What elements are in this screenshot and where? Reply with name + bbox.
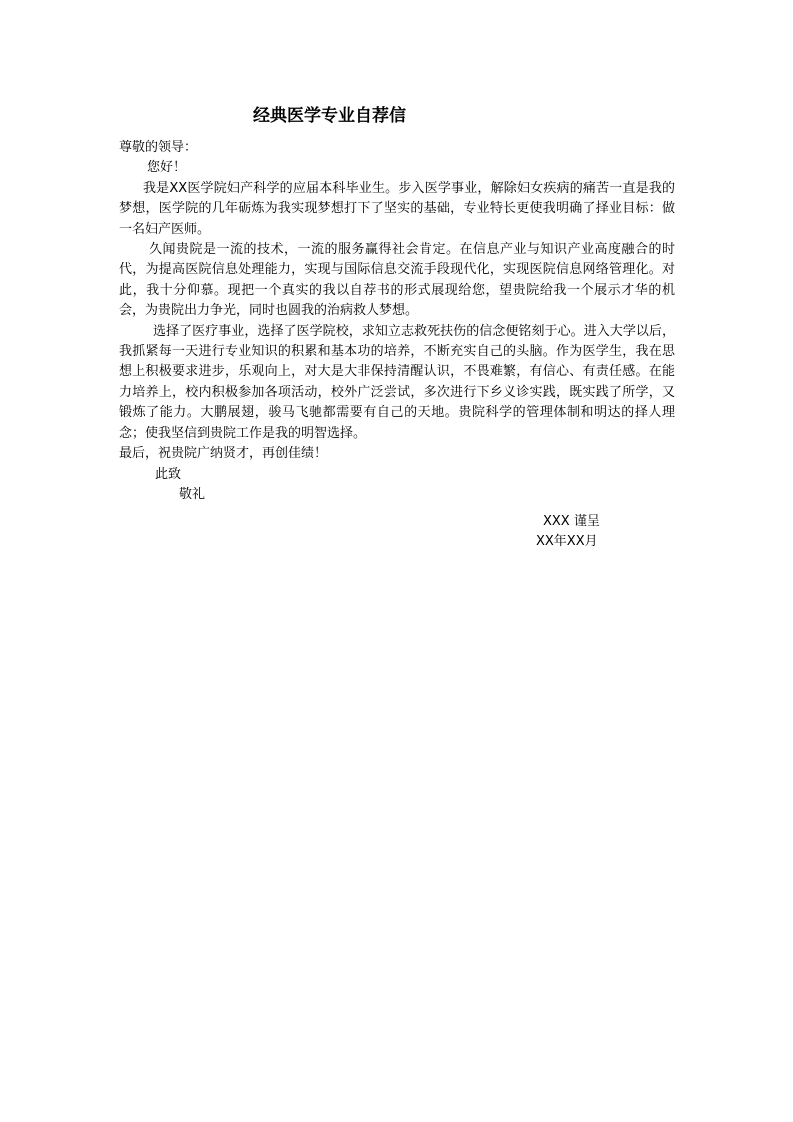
closing-line: 最后，祝贵院广纳贤才，再创佳绩！ (119, 446, 328, 462)
paragraph-3: 选择了医疗事业，选择了医学院校，求知立志救死扶伤的信念便铭刻于心。进入大学以后，我抓紧每一天进行专业知识的积累和基本功的培养，不断充实自己的头脑。作为医学生，我在思想上积极要求进步，乐观向上，对大是大非保持清醒认识，不畏难繁，有信心、有责任感。在能力培养上，校内积极参加各项活动，校外广泛尝试，多次进行下乡义诊实践，既实践了所学，又锻炼了能力。大鹏展翅，骏马飞驰都需要有自己的天地。贵院科学的管理体制和明达的择人理念；使我坚信到贵院工作是我的明智选择。 (119, 323, 675, 441)
greeting: 您好！ (147, 160, 187, 176)
cizhi-line: 此致 (155, 466, 182, 482)
signature-date: XX年XX月 (536, 534, 598, 550)
page-title: 经典医学专业自荐信 (253, 106, 406, 126)
jingli-line: 敬礼 (179, 486, 206, 502)
salutation: 尊敬的领导： (119, 140, 198, 155)
signature-name: XXX 谨呈 (543, 514, 600, 529)
paragraph-1: 我是XX医学院妇产科学的应届本科毕业生。步入医学事业，解除妇女疾病的痛苦一直是我的梦想，医学院的几年砺炼为我实现梦想打下了坚实的基础，专业特长更使我明确了择业目标：做一名妇产医师。 (119, 180, 675, 237)
signature-block (520, 512, 670, 553)
letter-body (119, 138, 675, 505)
paragraph-2: 久闻贵院是一流的技术，一流的服务赢得社会肯定。在信息产业与知识产业高度融合的时代，为提高医院信息处理能力，实现与国际信息交流手段现代化，实现医院信息网络管理化。对此，我十分仰慕。现把一个真实的我以自荐书的形式展现给您，望贵院给我一个展示才华的机会，为贵院出力争光，同时也圆我的治病救人梦想。 (119, 242, 675, 319)
